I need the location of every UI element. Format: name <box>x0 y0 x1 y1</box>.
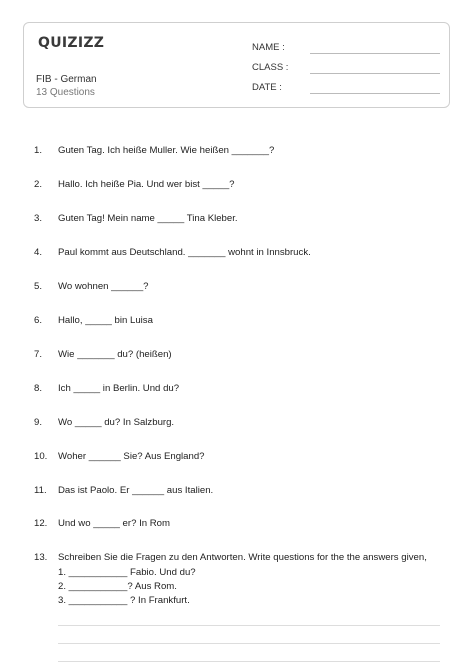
name-label: NAME : <box>252 42 285 53</box>
question-5 <box>34 281 149 292</box>
answer-line[interactable] <box>58 625 440 626</box>
question-1 <box>34 145 274 156</box>
question-9 <box>34 417 174 428</box>
question-6 <box>34 315 153 326</box>
class-field[interactable] <box>252 60 440 76</box>
answer-line[interactable] <box>58 661 440 662</box>
question-3 <box>34 213 238 224</box>
question-number: 12. <box>34 518 48 529</box>
q13-item-1: 1. ___________ Fabio. Und du? <box>58 567 196 578</box>
question-count: 13 Questions <box>36 87 95 98</box>
date-field[interactable] <box>252 80 440 96</box>
question-4 <box>34 247 311 258</box>
worksheet-title: FIB - German <box>36 74 97 85</box>
question-text: Schreiben Sie die Fragen zu den Antworten. Write questions for the the answers given, <box>58 552 427 563</box>
question-number: 8. <box>34 383 43 394</box>
question-number: 11. <box>34 485 47 496</box>
question-12 <box>34 518 170 529</box>
question-text: Wo _____ du? In Salzburg. <box>58 417 175 428</box>
question-number: 2. <box>34 179 43 190</box>
question-11 <box>34 485 213 496</box>
question-number: 9. <box>34 417 43 428</box>
question-number: 1. <box>34 145 43 156</box>
question-2 <box>34 179 235 190</box>
name-line[interactable] <box>310 53 440 54</box>
question-text: Hallo. Ich heiße Pia. Und wer bist _____? <box>58 179 235 190</box>
question-text: Guten Tag. Ich heiße Muller. Wie heißen _______? <box>58 145 275 156</box>
date-label: DATE : <box>252 82 282 93</box>
question-13 <box>34 552 427 563</box>
question-number: 4. <box>34 247 43 258</box>
q13-item-3: 3. ___________ ? In Frankfurt. <box>58 595 190 606</box>
question-text: Guten Tag! Mein name _____ Tina Kleber. <box>58 213 238 224</box>
question-10 <box>34 451 205 462</box>
class-label: CLASS : <box>252 62 289 73</box>
question-number: 6. <box>34 315 43 326</box>
question-number: 3. <box>34 213 43 224</box>
question-7 <box>34 349 172 360</box>
question-text: Und wo _____ er? In Rom <box>58 518 170 529</box>
question-text: Paul kommt aus Deutschland. _______ wohnt in Innsbruck. <box>58 247 311 258</box>
question-number: 13. <box>34 552 48 563</box>
q13-item-2: 2. ___________? Aus Rom. <box>58 581 177 592</box>
question-number: 10. <box>34 451 48 462</box>
question-text: Hallo, _____ bin Luisa <box>58 315 153 326</box>
question-text: Wie _______ du? (heißen) <box>58 349 172 360</box>
class-line[interactable] <box>310 73 440 74</box>
question-number: 7. <box>34 349 43 360</box>
question-8 <box>34 383 179 394</box>
question-text: Ich _____ in Berlin. Und du? <box>58 383 180 394</box>
question-text: Woher ______ Sie? Aus England? <box>58 451 205 462</box>
quizizz-logo: QUIZIZZ <box>38 35 105 51</box>
question-number: 5. <box>34 281 43 292</box>
question-text: Wo wohnen ______? <box>58 281 149 292</box>
date-line[interactable] <box>310 93 440 94</box>
worksheet-header <box>23 22 450 108</box>
answer-line[interactable] <box>58 643 440 644</box>
question-text: Das ist Paolo. Er ______ aus Italien. <box>58 485 214 496</box>
name-field[interactable] <box>252 40 440 56</box>
